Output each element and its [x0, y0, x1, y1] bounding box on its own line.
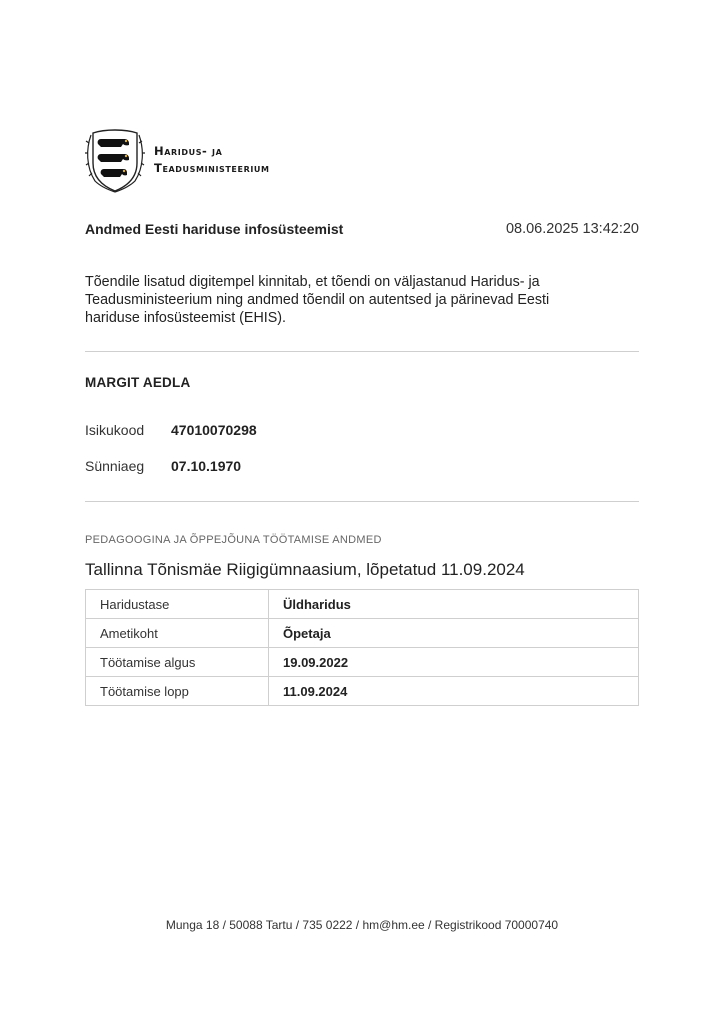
- table-cell-value: 11.09.2024: [269, 677, 639, 706]
- person-name: MARGIT AEDLA: [85, 375, 191, 390]
- table-cell-label: Haridustase: [86, 590, 269, 619]
- footer-contact: Munga 18 / 50088 Tartu / 735 0222 / hm@hm.ee / Registrikood 70000740: [165, 918, 559, 932]
- birth-date-row: [85, 458, 241, 474]
- birth-date-label: Sünniaeg: [85, 458, 145, 474]
- table-cell-label: Töötamise lopp: [86, 677, 269, 706]
- table-row: [86, 619, 639, 648]
- source-row: [85, 221, 639, 237]
- divider: [85, 351, 639, 352]
- personal-code-row: [85, 422, 257, 438]
- table-cell-value: Üldharidus: [269, 590, 639, 619]
- certification-notice: Tõendile lisatud digitempel kinnitab, et tõendi on väljastanud Haridus- ja Teadusministeerium ning andmed tõendil on autentsed ja pärinevad Eesti hariduse infosüsteemist (EHIS).: [85, 274, 550, 326]
- table-cell-value: Õpetaja: [269, 619, 639, 648]
- ministry-name-line2: Teadusministeerium: [154, 161, 270, 175]
- source-label: Andmed Eesti hariduse infosüsteemist: [85, 221, 344, 237]
- employer-heading: Tallinna Tõnismäe Riigigümnaasium, lõpetatud 11.09.2024: [85, 560, 525, 579]
- personal-code-value: 47010070298: [171, 422, 257, 438]
- divider: [85, 501, 639, 502]
- ministry-logo: [85, 127, 270, 193]
- birth-date-value: 07.10.1970: [171, 458, 242, 474]
- section-title: PEDAGOOGINA JA ÕPPEJÕUNA TÖÖTAMISE ANDMED: [85, 534, 382, 546]
- table-row: [86, 677, 639, 706]
- ministry-name-line1: Haridus- ja: [154, 144, 223, 158]
- table-cell-value: 19.09.2022: [269, 648, 639, 677]
- issue-timestamp: 08.06.2025 13:42:20: [505, 221, 639, 237]
- table-cell-label: Töötamise algus: [86, 648, 269, 677]
- personal-code-label: Isikukood: [85, 422, 145, 438]
- estonian-coat-of-arms-icon: [85, 127, 145, 193]
- table-cell-label: Ametikoht: [86, 619, 269, 648]
- ministry-name: [154, 143, 270, 177]
- employment-details-table: [85, 589, 639, 706]
- table-row: [86, 648, 639, 677]
- table-row: [86, 590, 639, 619]
